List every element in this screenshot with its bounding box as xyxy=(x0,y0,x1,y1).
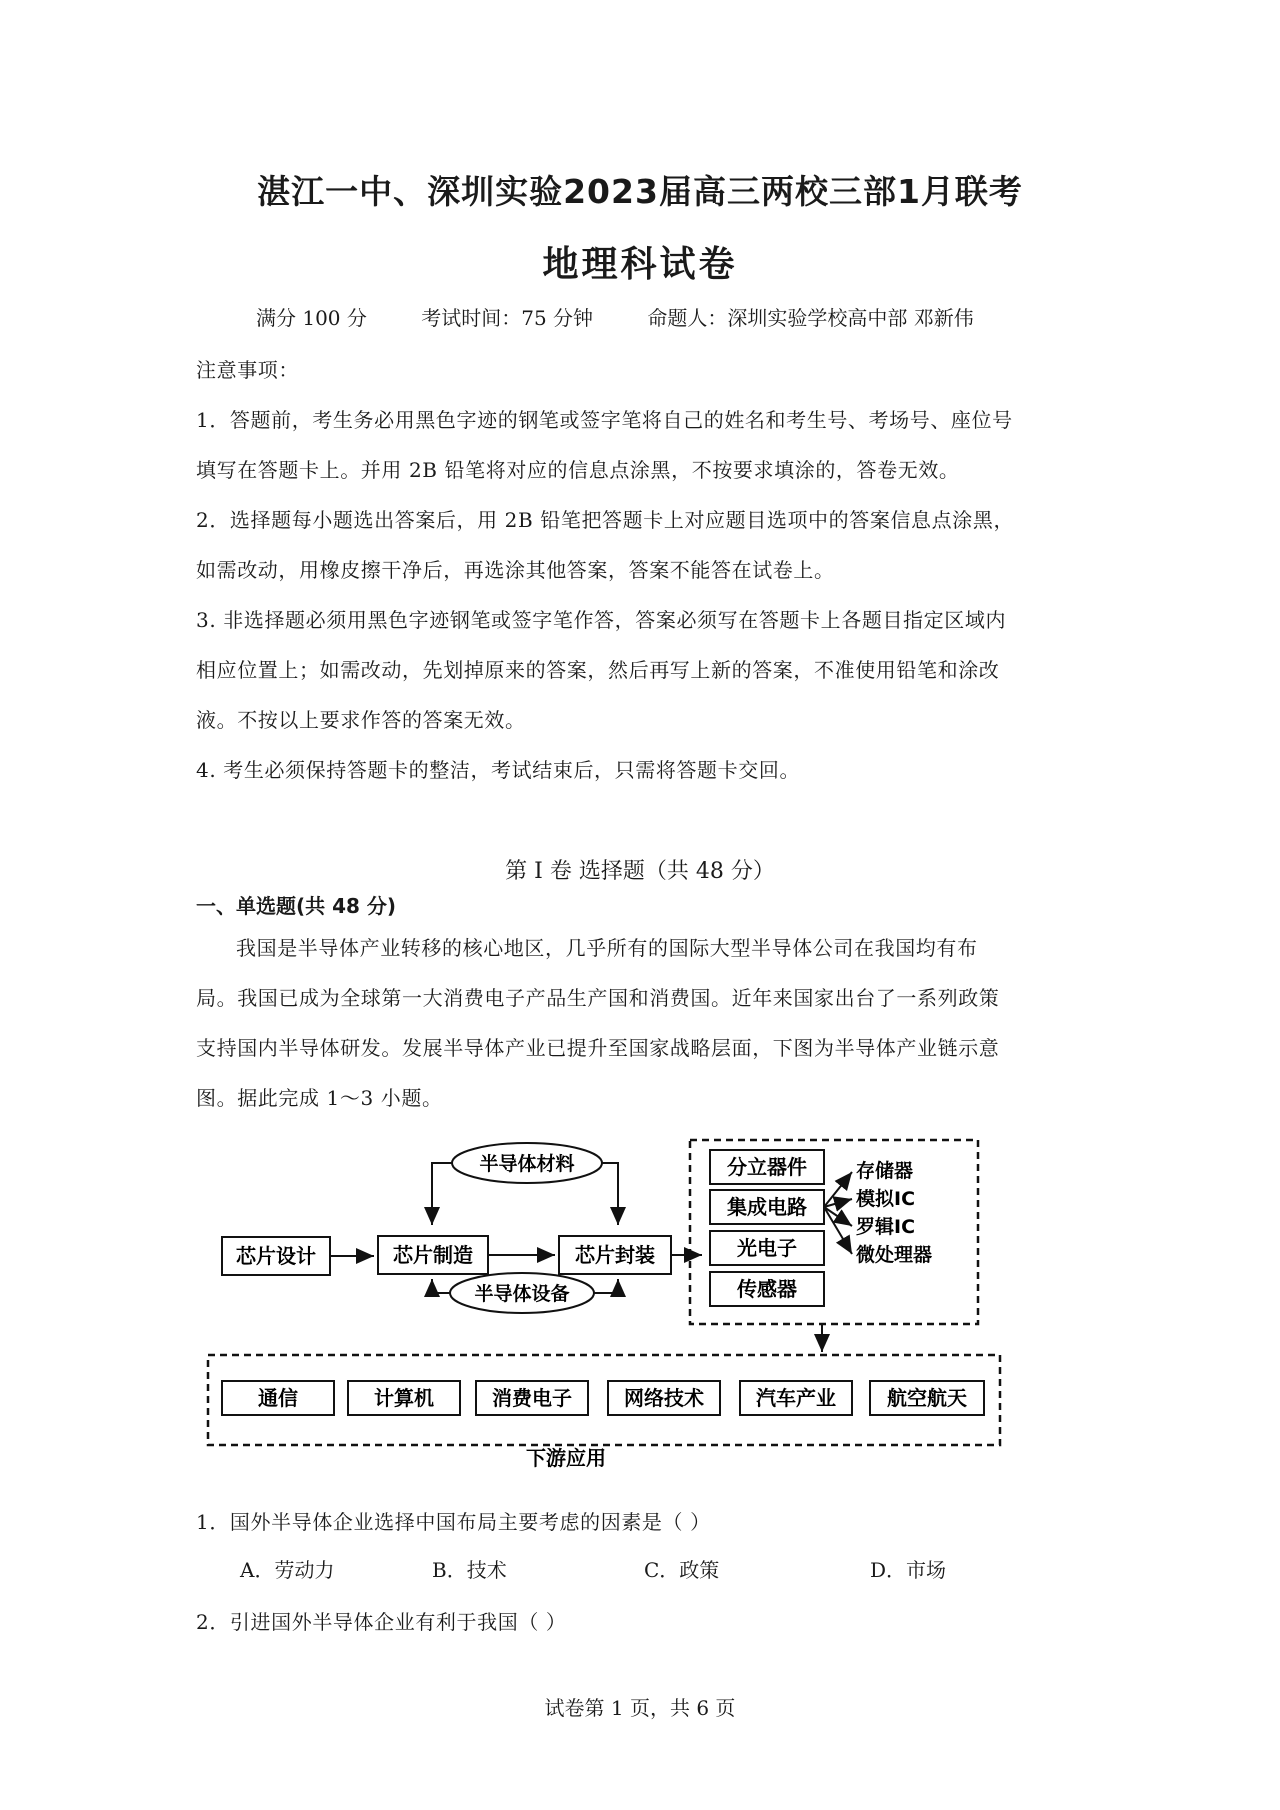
notice-line: 相应位置上；如需改动，先划掉原来的答案，然后再写上新的答案，不准使用铅笔和涂改 xyxy=(196,658,1000,682)
passage-line: 局。我国已成为全球第一大消费电子产品生产国和消费国。近年来国家出台了一系列政策 xyxy=(196,986,1000,1010)
application-label: 航空航天 xyxy=(887,1386,967,1410)
product-label: 集成电路 xyxy=(727,1195,807,1219)
notice-heading: 注意事项： xyxy=(196,358,299,382)
ic-arrow xyxy=(824,1207,852,1226)
chip-manufacture-label: 芯片制造 xyxy=(393,1243,473,1267)
chip-design-label: 芯片设计 xyxy=(236,1244,316,1268)
application-label: 消费电子 xyxy=(492,1386,572,1410)
notice-line: 2．选择题每小题选出答案后，用 2B 铅笔把答题卡上对应题目选项中的答案信息点涂黑， xyxy=(196,508,1015,532)
equipment-arrow-right xyxy=(594,1279,618,1293)
industry-chain-diagram xyxy=(0,1130,1280,1470)
section-title: 第 I 卷 选择题（共 48 分） xyxy=(505,859,775,884)
notice-line: 1．答题前，考生务必用黑色字迹的钢笔或签字笔将自己的姓名和考生号、考场号、座位号 xyxy=(196,408,1013,432)
notice-line: 如需改动，用橡皮擦干净后，再选涂其他答案，答案不能答在试卷上。 xyxy=(196,558,835,582)
notice-line: 液。不按以上要求作答的答案无效。 xyxy=(196,708,526,732)
ic-type-label: 模拟IC xyxy=(856,1188,916,1210)
page-footer: 试卷第 1 页，共 6 页 xyxy=(544,1696,736,1720)
notice-line: 填写在答题卡上。并用 2B 铅笔将对应的信息点涂黑，不按要求填涂的，答卷无效。 xyxy=(196,458,960,482)
downstream-label: 下游应用 xyxy=(526,1446,606,1470)
notice-line: 3. 非选择题必须用黑色字迹钢笔或签字笔作答，答案必须写在答题卡上各题目指定区域内 xyxy=(196,608,1007,632)
product-label: 光电子 xyxy=(737,1236,797,1260)
product-label: 传感器 xyxy=(737,1277,797,1301)
ic-arrow xyxy=(824,1207,852,1254)
equipment-label: 半导体设备 xyxy=(474,1283,570,1305)
exam-author: 命题人：深圳实验学校高中部 邓新伟 xyxy=(647,306,974,330)
materials-arrow-left xyxy=(432,1163,452,1225)
application-label: 计算机 xyxy=(374,1386,434,1410)
full-score: 满分 100 分 xyxy=(256,306,367,330)
passage-line: 支持国内半导体研发。发展半导体产业已提升至国家战略层面，下图为半导体产业链示意 xyxy=(196,1036,1000,1060)
application-label: 汽车产业 xyxy=(756,1386,836,1410)
exam-title: 湛江一中、深圳实验2023届高三两校三部1月联考 xyxy=(257,172,1023,211)
question-stem: 2．引进国外半导体企业有利于我国（ ） xyxy=(196,1610,567,1634)
question-option: B．技术 xyxy=(432,1558,507,1582)
ic-type-label: 罗辑IC xyxy=(856,1216,916,1238)
application-label: 通信 xyxy=(258,1386,298,1410)
equipment-arrow-left xyxy=(432,1279,450,1293)
materials-label: 半导体材料 xyxy=(479,1153,575,1175)
ic-type-label: 微处理器 xyxy=(856,1244,933,1266)
question-stem: 1．国外半导体企业选择中国布局主要考虑的因素是（ ） xyxy=(196,1510,711,1534)
exam-meta xyxy=(256,302,1022,331)
question-option: C．政策 xyxy=(644,1558,720,1582)
question-option: D．市场 xyxy=(870,1558,947,1582)
chip-packaging-label: 芯片封装 xyxy=(575,1243,655,1267)
exam-subject: 地理科试卷 xyxy=(542,244,738,285)
section-subtitle: 一、单选题(共 48 分) xyxy=(196,894,397,918)
materials-arrow-right xyxy=(602,1163,618,1225)
passage-line: 我国是半导体产业转移的核心地区，几乎所有的国际大型半导体公司在我国均有布 xyxy=(236,936,978,960)
ic-arrow xyxy=(824,1172,852,1207)
ic-type-label: 存储器 xyxy=(856,1160,914,1182)
question-option: A．劳动力 xyxy=(240,1558,335,1582)
notice-line: 4. 考生必须保持答题卡的整洁，考试结束后，只需将答题卡交回。 xyxy=(196,758,801,782)
product-label: 分立器件 xyxy=(727,1155,807,1179)
application-label: 网络技术 xyxy=(624,1386,704,1410)
exam-time: 考试时间：75 分钟 xyxy=(421,306,594,330)
passage-line: 图。据此完成 1～3 小题。 xyxy=(196,1086,443,1110)
